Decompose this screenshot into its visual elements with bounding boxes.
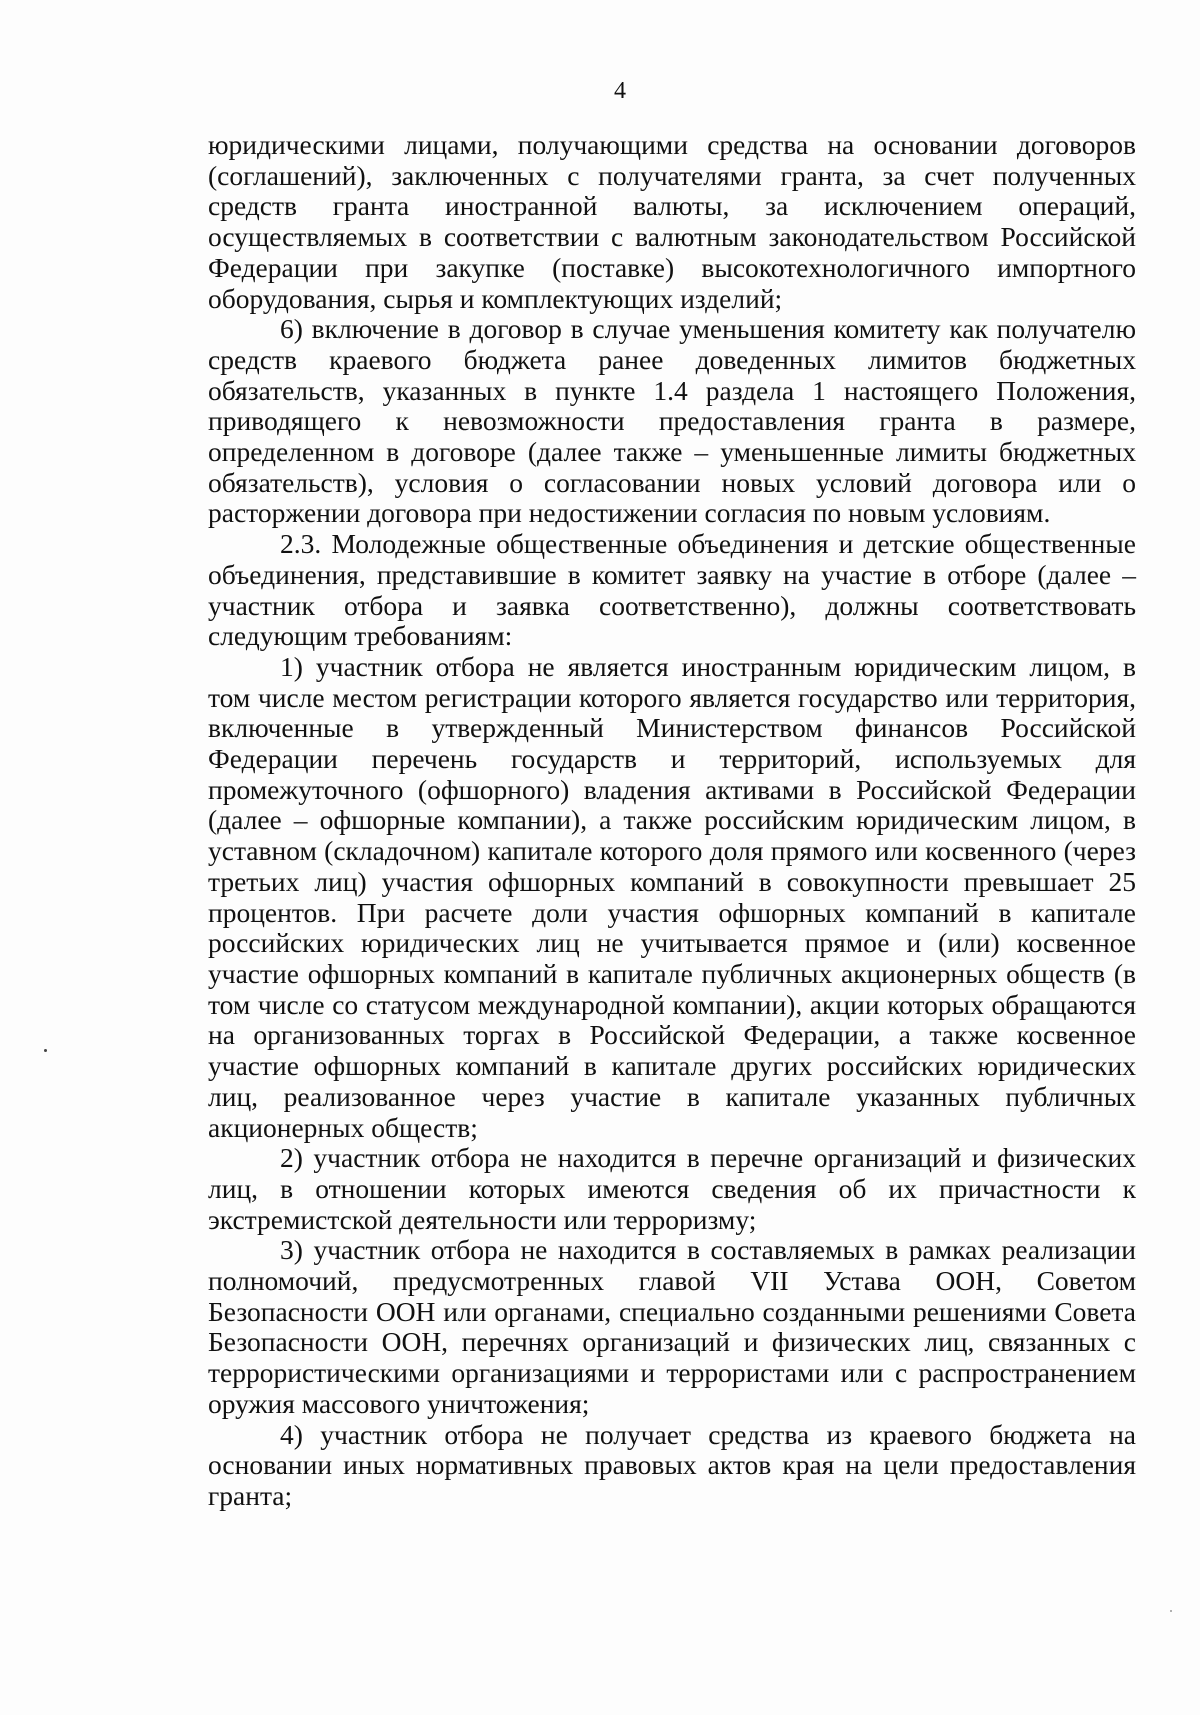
paragraph-section-2-3: 2.3. Молодежные общественные объединения и детские общественные объединения, представившие в комитет заявку на участие в отборе (далее – участник отбора и заявка соответственно), должны соответствовать следующим требованиям: xyxy=(208,528,1136,652)
paragraph-continuation: юридическими лицами, получающими средства на основании договоров (соглашений), заключенных с получателями гранта, за счет полученных средств гранта иностранной валюты, за исключением операций, осуществляемых в соответствии с валютным законодательством Российской Федерации при закупке (поставке) высокотехнологичного импортного оборудования, сырья и комплектующих изделий; xyxy=(208,129,1136,314)
paragraph-requirement-1: 1) участник отбора не является иностранным юридическим лицом, в том числе местом регистрации которого является государство или территория, включенные в утвержденный Министерством финансов Российской Федерации перечень государств и территорий, используемых для промежуточного (офшорного) владения активами в Российской Федерации (далее – офшорные компании), а также российским юридическим лицом, в уставном (складочном) капитале которого доля прямого или косвенного (через третьих лиц) участия офшорных компаний в совокупности превышает 25 процентов. При расчете доли участия офшорных компаний в капитале российских юридических лиц не учитывается прямое и (или) косвенное участие офшорных компаний в капитале публичных акционерных обществ (в том числе со статусом международной компании), акции которых обращаются на организованных торгах в Российской Федерации, а также косвенное участие офшорных компаний в капитале других российских юридических лиц, реализованное через участие в капитале указанных публичных акционерных обществ; xyxy=(208,650,1136,1143)
paragraph-item-6: 6) включение в договор в случае уменьшения комитету как получателю средств краевого бюджета ранее доведенных лимитов бюджетных обязательств, указанных в пункте 1.4 раздела 1 настоящего Положения, приводящего к невозможности предоставления гранта в размере, определенном в договоре (далее также – уменьшенные лимиты бюджетных обязательств), условия о согласовании новых условий договора или о расторжении договора при недостижении согласия по новым условиям. xyxy=(208,313,1136,529)
scan-speck xyxy=(44,1049,47,1052)
paragraph-requirement-2: 2) участник отбора не находится в перечне организаций и физических лиц, в отношении которых имеются сведения об их причастности к экстремистской деятельности или терроризму; xyxy=(208,1142,1136,1235)
scan-speck xyxy=(1170,1610,1172,1612)
page-number: 4 xyxy=(614,78,626,104)
paragraph-requirement-4: 4) участник отбора не получает средства из краевого бюджета на основании иных нормативных правовых актов края на цели предоставления гранта; xyxy=(208,1418,1136,1511)
body-text xyxy=(208,130,1136,1512)
paragraph-requirement-3: 3) участник отбора не находится в составляемых в рамках реализации полномочий, предусмотренных главой VII Устава ООН, Советом Безопасности ООН или органами, специально созданными решениями Совета Безопасности ООН, перечнях организаций и физических лиц, связанных с террористическими организациями и террористами или с распространением оружия массового уничтожения; xyxy=(208,1234,1136,1419)
